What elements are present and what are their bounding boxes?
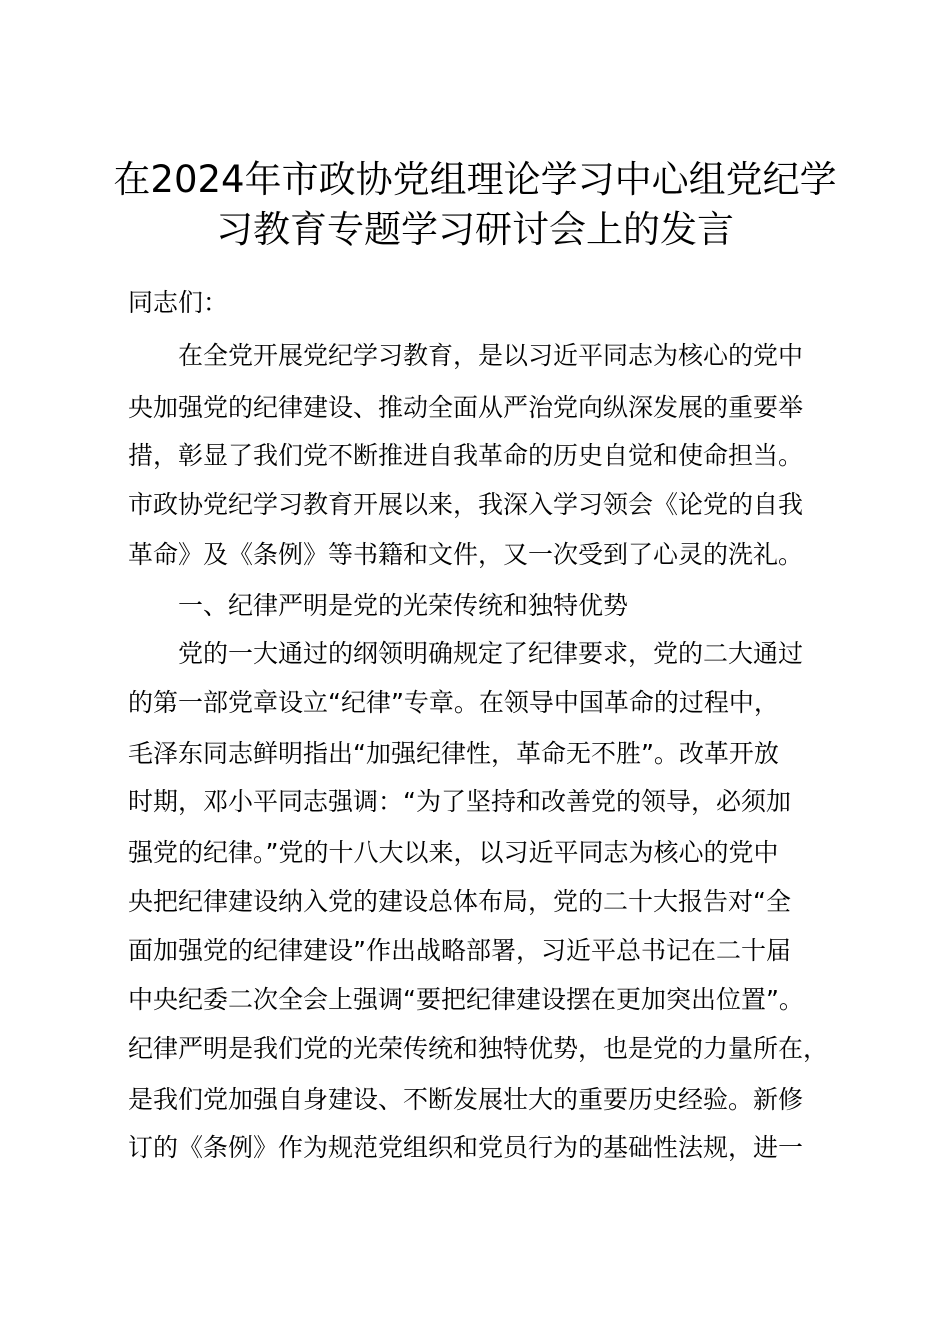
paragraph-1-line-5: 革命》及《条例》等书籍和文件，又一次受到了心灵的洗礼。 <box>128 540 804 569</box>
paragraph-2-line-3: 毛泽东同志鲜明指出“加强纪律性，革命无不胜”。改革开放 <box>128 739 779 768</box>
paragraph-1-line-4: 市政协党纪学习教育开展以来，我深入学习领会《论党的自我 <box>128 490 804 519</box>
paragraph-2-line-7: 面加强党的纪律建设”作出战略部署，习近平总书记在二十届 <box>128 936 791 965</box>
paragraph-2-line-5: 强党的纪律。”党的十八大以来，以习近平同志为核心的党中 <box>128 838 779 867</box>
salutation: 同志们： <box>128 288 229 317</box>
paragraph-1-line-2: 央加强党的纪律建设、推动全面从严治党向纵深发展的重要举 <box>128 393 804 422</box>
paragraph-2-line-2: 的第一部党章设立“纪律”专章。在领导中国革命的过程中， <box>128 688 779 717</box>
document-title-line-2: 习教育专题学习研讨会上的发言 <box>216 208 734 251</box>
paragraph-2-line-9: 纪律严明是我们党的光荣传统和独特优势，也是党的力量所在， <box>128 1034 829 1063</box>
paragraph-1-line-1: 在全党开展党纪学习教育，是以习近平同志为核心的党中 <box>178 341 804 370</box>
paragraph-2-line-11: 订的《条例》作为规范党组织和党员行为的基础性法规，进一 <box>128 1133 804 1162</box>
paragraph-2-line-10: 是我们党加强自身建设、不断发展壮大的重要历史经验。新修 <box>128 1085 804 1114</box>
paragraph-2-line-4: 时期，邓小平同志强调：“为了坚持和改善党的领导，必须加 <box>128 787 791 816</box>
paragraph-2-line-1: 党的一大通过的纲领明确规定了纪律要求，党的二大通过 <box>178 639 804 668</box>
paragraph-1-line-3: 措，彰显了我们党不断推进自我革命的历史自觉和使命担当。 <box>128 441 804 470</box>
paragraph-2-line-6: 央把纪律建设纳入党的建设总体布局，党的二十大报告对“全 <box>128 887 791 916</box>
paragraph-2-line-8: 中央纪委二次全会上强调“要把纪律建设摆在更加突出位置”。 <box>128 985 804 1014</box>
document-title-line-1: 在2024年市政协党组理论学习中心组党纪学 <box>113 158 837 201</box>
section-heading-1: 一、纪律严明是党的光荣传统和独特优势 <box>178 591 629 620</box>
